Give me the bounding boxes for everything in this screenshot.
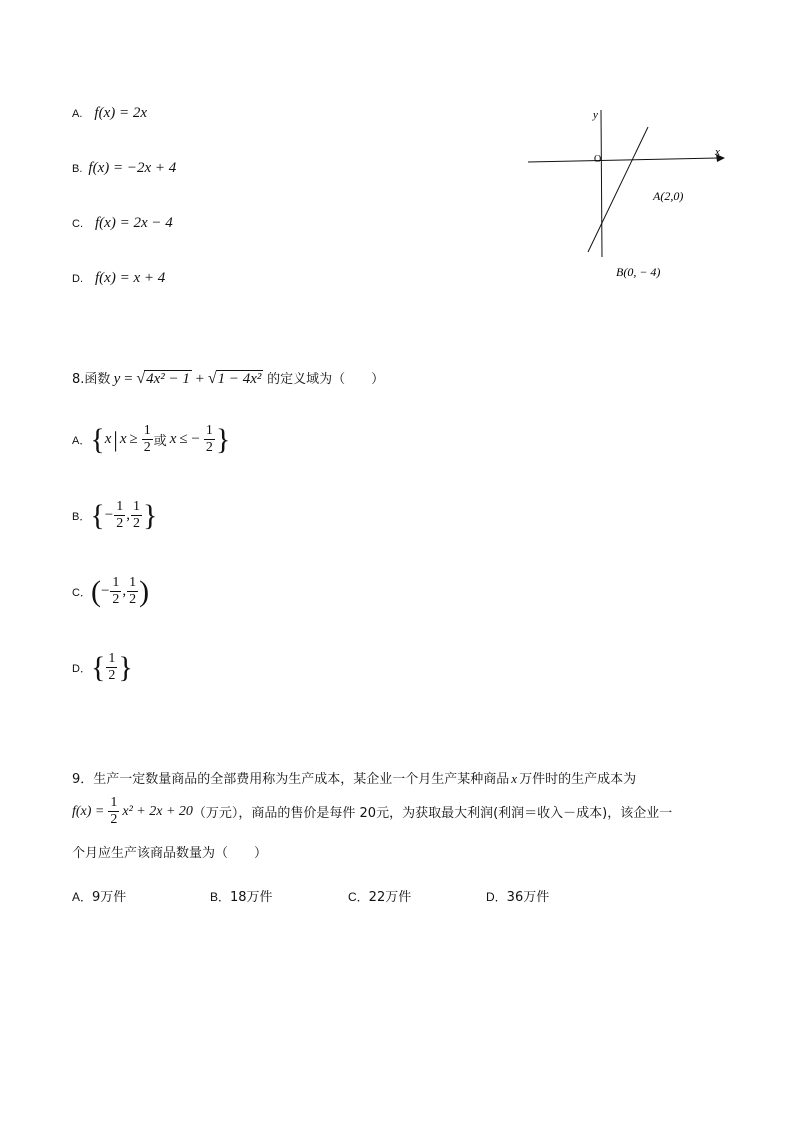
q8-stem [72,368,384,388]
q9-line-3 [72,842,267,862]
q9-text: 个月应生产该商品数量为（ ） [72,846,268,861]
q9-line-2 [72,796,672,827]
option-expr: f(x) = x + 4 [95,270,166,286]
option-expr: f(x) = 2x − 4 [95,215,173,231]
q9-text: （万元），商品的售价是每件 20元，为获取最大利润(利润＝收入－成本)，该企业一 [192,806,673,821]
fraction-half: $\frac{1}{2}$ [129,575,137,607]
option-label: D. [72,273,83,285]
option-label: C． [72,586,91,599]
point-b-label: B(0, − 4) [616,265,661,279]
option-label: C. [72,218,83,230]
y-axis [601,110,602,257]
or-text: 或 [153,434,167,449]
radical-sign: √ [136,370,146,387]
q9-text: 万件时的生产成本为 [519,772,637,787]
option-expr: f(x) = 2x [94,105,148,121]
q7-option-b [72,159,176,177]
q9-line-1 [72,768,636,788]
q7-graph [520,100,740,290]
q8-option-b: B． { − $\frac{1}{2}$ , $\frac{1}{2}$ } [72,498,158,532]
fraction-half: $\frac{1}{2}$ [116,499,124,531]
q9-option-d [486,886,549,906]
var-x: x [119,431,127,447]
q7-option-a [72,104,147,122]
option-label: B． [72,510,91,523]
option-label: A． [72,890,93,904]
q9-option-a [72,886,126,906]
x-axis-label: x [715,146,720,158]
radicand-2: 1 − 4x² [217,371,262,387]
function-line [588,127,648,252]
fraction-half: $\frac{1}{2}$ [143,423,151,455]
option-label: A． [72,434,91,447]
q8-stem-suffix: 的定义域为（ ） [267,372,385,387]
option-label: C． [348,890,369,904]
option-text: 36万件 [506,890,550,905]
q8-stem-prefix: 函数 [84,372,111,387]
option-text: 18万件 [230,890,273,905]
q8-option-d: D． { $\frac{1}{2}$ } [72,650,133,684]
option-text: 9万件 [92,890,127,905]
radical-sign: √ [207,370,217,387]
radicand-1: 4x² − 1 [146,371,190,387]
q8-option-a: A． { x | x ≥ $\frac{1}{2}$ 或 x ≤ − $\frac{1}{2}$ } [72,422,231,456]
option-label: B． [210,890,231,904]
q8-option-c: C． ( − $\frac{1}{2}$ , $\frac{1}{2}$ ) [72,574,150,608]
option-label: D． [486,890,507,904]
option-label: B. [72,163,83,175]
q8-formula: y = √4x² − 1 + √1 − 4x² [113,370,262,387]
q8-number: 8. [72,372,85,387]
point-a-label: A(2,0) [653,189,684,203]
option-expr: f(x) = −2x + 4 [88,160,177,176]
var-x: x [511,771,518,786]
var-x: x [104,431,112,447]
fraction-half: $\frac{1}{2}$ [108,651,116,683]
fraction-half: $\frac{1}{2}$ [110,795,118,827]
option-label: A. [72,108,83,120]
fraction-half: $\frac{1}{2}$ [112,575,120,607]
y-axis-label: y [593,109,598,121]
var-x: x [169,431,177,447]
fraction-half: $\frac{1}{2}$ [132,499,140,531]
option-text: 22万件 [368,890,412,905]
cost-function: f(x) = [72,803,105,819]
cost-terms: x² + 2x + 20 [122,803,193,819]
x-axis [528,158,718,162]
q7-option-d [72,269,165,287]
option-label: D． [72,662,91,675]
var-y: y [113,371,121,387]
q9-text: 9．生产一定数量商品的全部费用称为生产成本，某企业一个月生产某种商品 [72,772,510,787]
q9-option-c [348,886,411,906]
q7-option-c [72,214,173,232]
fraction-half: $\frac{1}{2}$ [205,423,213,455]
origin-label: O [594,154,602,165]
q9-option-b [210,886,273,906]
